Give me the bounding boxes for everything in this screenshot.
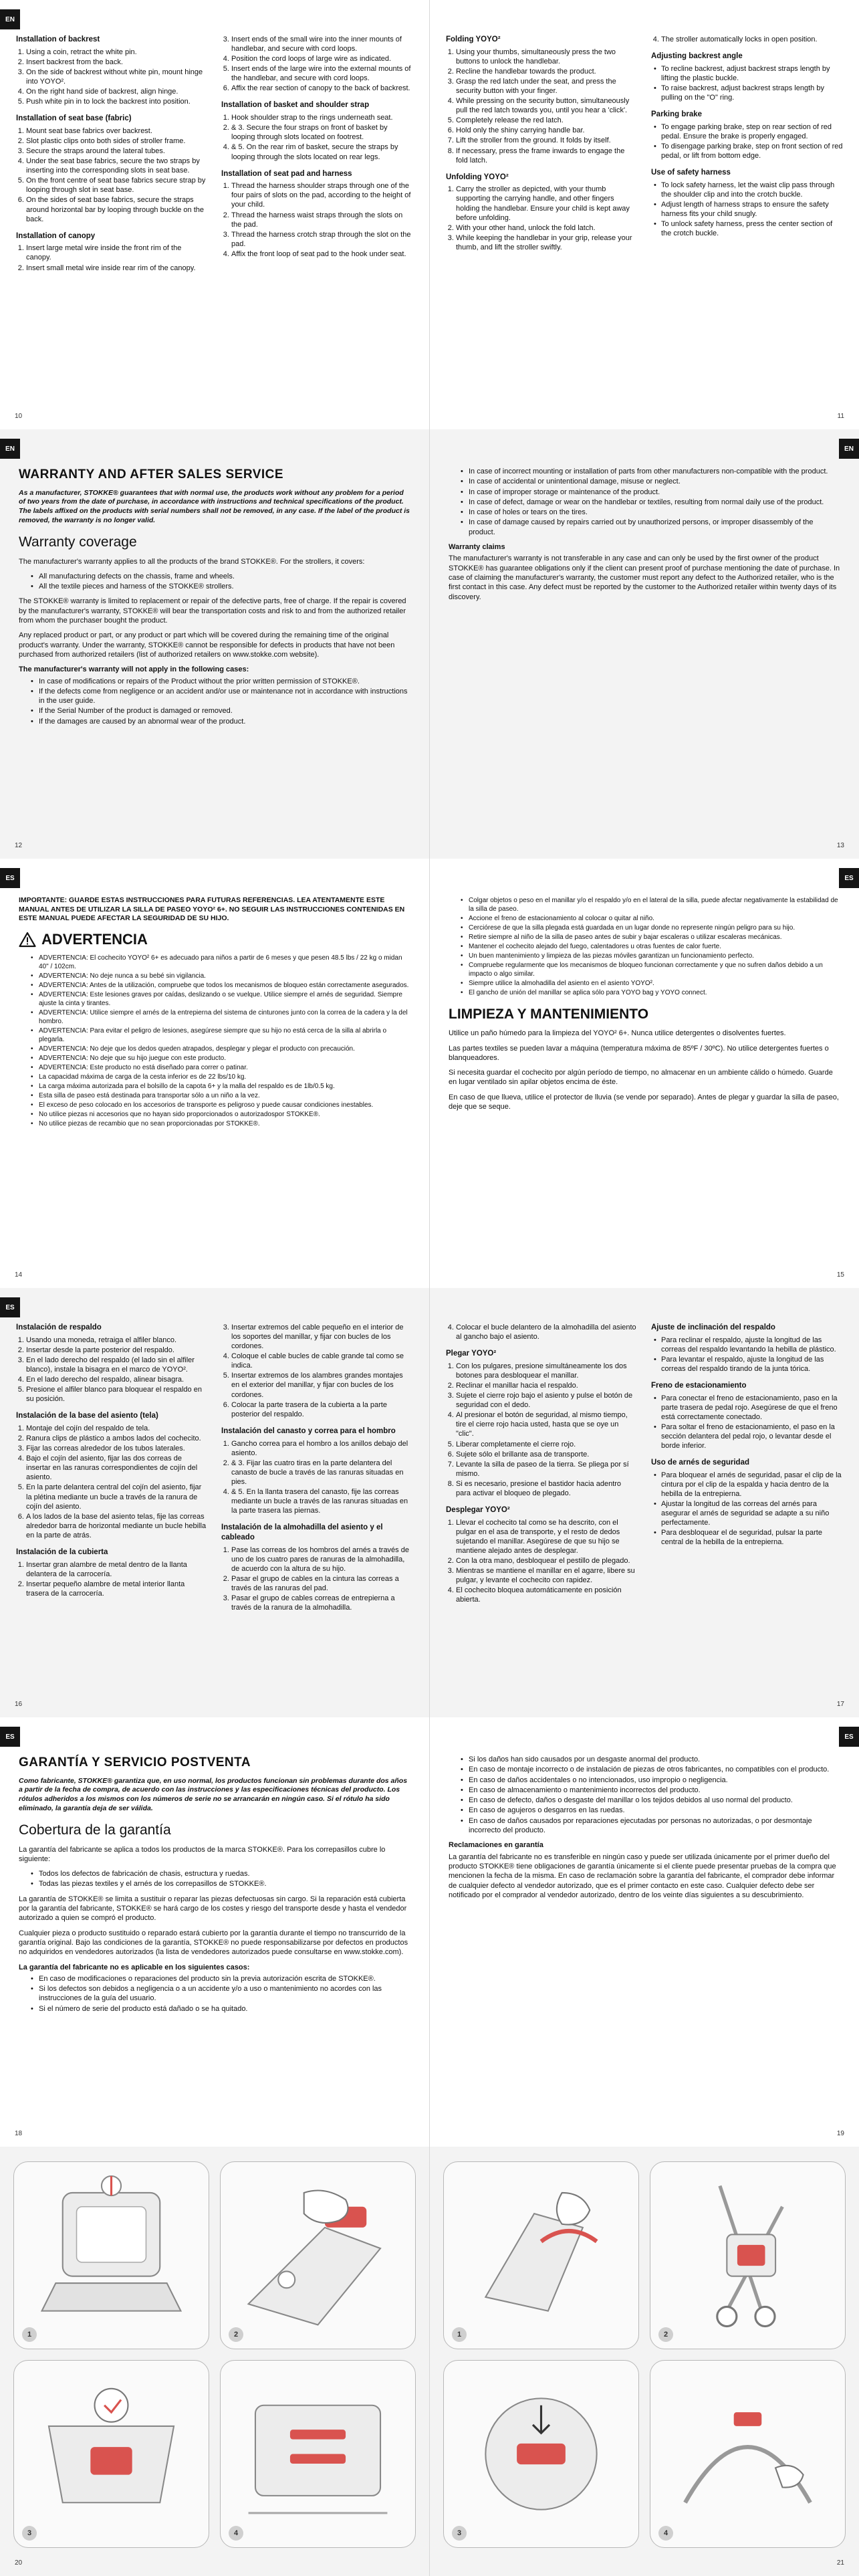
step-item: 4. & 5. On the rear rim of basket, secure the straps by looping through the slots located on rear legs.	[231, 142, 413, 161]
list-item: • El exceso de peso colocado en los accesorios de transporte es peligroso y puede causar condiciones inestables.	[39, 1101, 410, 1109]
step-item: 4. & 5. En la llanta trasera del canasto, fije las correas mediante un bucle a través de las ranuras situadas en la parte trasera las piernas.	[231, 1487, 413, 1515]
step-item: 2. & 3. Secure the four straps on front of basket by looping through slots located on footrest.	[231, 123, 413, 142]
column-1	[446, 35, 638, 403]
warranty-body	[19, 1755, 410, 2019]
step-badge: 2	[229, 2327, 243, 2342]
step-item: 3. Mientras se mantiene el manillar en el agarre, libere su pulgar, y levante el cochecito con rapidez.	[456, 1566, 638, 1585]
list-item: • ADVERTENCIA: Para evitar el peligro de lesiones, asegúrese siempre que su hijo no está cerca de la silla al abrirla o plegarla.	[39, 1027, 410, 1044]
step-item: 8. If necessary, press the frame inwards to engage the fold latch.	[456, 146, 638, 165]
page-20	[0, 2147, 429, 2576]
step-item: 1. Using a coin, retract the white pin.	[26, 47, 208, 57]
page-18	[0, 1717, 429, 2147]
warning-title: ADVERTENCIA	[41, 930, 148, 948]
step-item: 5. Insert ends of the large wire into the external mounts of the handlebar, and secure with cord loops.	[231, 64, 413, 83]
step-item: 5. Presione el alfiler blanco para bloquear el respaldo en su posición.	[26, 1385, 208, 1404]
step-item: 1. Llevar el cochecito tal como se ha descrito, con el pulgar en el asa de transporte, y el resto de dedos sujetando el manillar. Asegúrese de que su hijo se mantiene alejado antes de desplegar.	[456, 1518, 638, 1555]
section-title: Adjusting backrest angle	[651, 52, 743, 61]
spread-18-19	[0, 1717, 859, 2147]
list-item: • In case of holes or tears on the tires.	[469, 508, 840, 517]
list-item: • La capacidad máxima de carga de la cesta inferior es de 22 lbs/10 kg.	[39, 1073, 410, 1081]
spread-16-17	[0, 1288, 859, 1717]
paragraph: Las partes textiles se pueden lavar a máquina (temperatura máxima de 85ºF / 30ºC). No utilice detergentes fuertes o blanqueadores.	[449, 1044, 829, 1062]
illustration-panel	[220, 2161, 416, 2349]
step-list	[221, 113, 413, 161]
warnings-body	[19, 896, 410, 1134]
section-title: Instalación de la cubierta	[16, 1547, 108, 1556]
step-item: 3. En el lado derecho del respaldo (el lado sin el alfiler blanco), instale la bisagra en el marco de YOYO².	[26, 1356, 208, 1374]
warranty-body	[449, 1755, 840, 1905]
page-14	[0, 859, 429, 1288]
column-2	[651, 35, 843, 403]
step-item: 3. Insert ends of the small wire into the inner mounts of handlebar, and secure with cord loops.	[231, 35, 413, 53]
step-item: 5. Completely release the red latch.	[456, 116, 638, 125]
step-item: 2. Insertar desde la parte posterior del respaldo.	[26, 1346, 208, 1355]
step-item: 8. Si es necesario, presione el bastidor hacia adentro para activar el bloqueo de plegado.	[456, 1479, 638, 1498]
list-item: • Para levantar el respaldo, ajuste la longitud de las correas del respaldo tirando de la junta tórica.	[661, 1355, 843, 1374]
list-item: • Para soltar el freno de estacionamiento, el paso en la sección delantera del pedal rojo, o levantar desde el borde inferior.	[661, 1422, 843, 1451]
paragraph: En caso de que llueva, utilice el protector de lluvia (se vende por separado). Antes de plegar y guardar la silla de paseo, deje que se seque.	[449, 1093, 839, 1111]
list-item: • Cerciórese de que la silla plegada está guardada en un lugar donde no represente ningún peligro para su hijo.	[469, 924, 840, 932]
paragraph: The manufacturer's warranty is not transferable in any case and can only be used by the first owner of the product STOKKE® has guarantee obligations only if the client can present proof of purchase mentioning the date of purchase. In case of claiming the manufacturer's warranty, the customer must report any defect to the Authorized retailer, who is the first contact in this case. Any defect must be reported by the customer to the Authorized retailer within twenty days of its discovery.	[449, 554, 840, 601]
list-item: • In case of modifications or repairs of the Product without the prior written permission of STOKKE®.	[39, 677, 410, 686]
section-title: Installation of canopy	[16, 231, 96, 240]
step-list	[16, 1335, 208, 1404]
step-item: 4. El cochecito bloquea automáticamente en posición abierta.	[456, 1586, 638, 1604]
section-title: Instalación de la almohadilla del asiento y el cableado	[221, 1523, 383, 1541]
bullet-list	[19, 1974, 410, 2014]
language-tab: EN	[0, 9, 20, 29]
step-item: 7. Levante la silla de paseo de la tierra. Se pliega por sí mismo.	[456, 1460, 638, 1479]
step-item: 6. Colocar la parte trasera de la cubierta a la parte posterior del respaldo.	[231, 1400, 413, 1419]
language-tab: EN	[839, 439, 859, 459]
bullet-list	[449, 896, 840, 997]
language-tab: ES	[0, 1297, 20, 1317]
step-item: 6. Affix the rear section of canopy to the back of backrest.	[231, 84, 413, 93]
illustration-panel	[13, 2360, 209, 2548]
page-21	[430, 2147, 859, 2576]
column-2	[221, 1323, 413, 1691]
page-number: 13	[836, 842, 844, 849]
step-list	[16, 243, 208, 272]
step-badge: 3	[22, 2526, 37, 2541]
lead-paragraph: IMPORTANTE: GUARDE ESTAS INSTRUCCIONES PARA FUTURAS REFERENCIAS. LEA ATENTAMENTE ESTE MANUAL ANTES DE UTILIZAR LA SILLA DE PASEO YOYO² 6+. NO SEGUIR LAS INSTRUCCIONES CONTENIDAS EN ESTE MANUAL PUEDE AFECTAR LA SEGURIDAD DE SU HIJO.	[19, 896, 405, 923]
language-tab: EN	[0, 439, 20, 459]
step-item: 1. Insert large metal wire inside the front rim of the canopy.	[26, 243, 208, 262]
step-item: 3. Insertar extremos del cable pequeño en el interior de los soportes del manillar, y fijar con bucles de los cordones.	[231, 1323, 413, 1351]
section-heading: Warranty coverage	[19, 534, 137, 550]
step-item: 3. Grasp the red latch under the seat, and press the security button with your finger.	[456, 77, 638, 96]
list-item: • If the defects come from negligence or an accident and/or use or maintenance not in accordance with instructions in the user guide.	[39, 687, 410, 706]
step-item: 4. Coloque el cable bucles de cable grande tal como se indica.	[231, 1352, 413, 1370]
page-10	[0, 0, 429, 429]
page-title: WARRANTY AND AFTER SALES SERVICE	[19, 467, 284, 481]
list-item: • Ajustar la longitud de las correas del arnés para asegurar el arnés de seguridad se adapte a su niño perfectamente.	[661, 1499, 843, 1527]
step-item: 4. While pressing on the security button, simultaneously pull the red latch towards you, until you hear a 'click'.	[456, 96, 638, 115]
step-item: 4. The stroller automatically locks in open position.	[661, 35, 843, 44]
step-item: 2. Thread the harness waist straps through the slots on the pad.	[231, 211, 413, 229]
list-item: • Retire siempre al niño de la silla de paseo antes de subir y bajar escaleras o utilizar escaleras mecánicas.	[469, 933, 840, 942]
list-item: • To unlock safety harness, press the center section of the crotch buckle.	[661, 219, 843, 238]
bullet-list	[651, 122, 843, 160]
page-15	[430, 859, 859, 1288]
list-item: • ADVERTENCIA: Antes de la utilización, compruebe que todos los mecanismos de bloqueo están correctamente asegurados.	[39, 981, 410, 990]
step-item: 3. Pasar el grupo de cables correas de entrepierna a través de la ranura de la almohadilla.	[231, 1594, 413, 1612]
bullet-list	[449, 467, 840, 537]
list-item: • To engage parking brake, step on rear section of red pedal. Ensure the brake is properly engaged.	[661, 122, 843, 141]
step-item: 1. Gancho correa para el hombro a los anillos debajo del asiento.	[231, 1439, 413, 1458]
step-badge: 4	[229, 2526, 243, 2541]
section-title: Installation of backrest	[16, 35, 100, 43]
step-badge: 4	[658, 2526, 673, 2541]
page-11	[430, 0, 859, 429]
list-item: • In case of accidental or unintentional damage, misuse or neglect.	[469, 477, 840, 486]
paragraph: La garantía del fabricante se aplica a todos los productos de la marca STOKKE®. Para los correpasillos cubre lo siguiente:	[19, 1845, 386, 1863]
step-item: 1. Thread the harness shoulder straps through one of the four pairs of slots on the pad, according to the height of your child.	[231, 181, 413, 209]
step-item: 4. Al presionar el botón de seguridad, al mismo tiempo, tire el cierre rojo hacia usted, hasta que se oye un "clic".	[456, 1410, 638, 1438]
list-item: • To disengage parking brake, step on front section of red pedal, or lift from bottom edge.	[661, 142, 843, 160]
page-19	[430, 1717, 859, 2147]
list-item: • Accione el freno de estacionamiento al colocar o quitar al niño.	[469, 914, 840, 923]
step-list	[16, 47, 208, 106]
column-1	[446, 1323, 638, 1691]
warnings-body	[449, 896, 840, 1117]
step-item: 6. Hold only the shiny carrying handle bar.	[456, 126, 638, 135]
list-item: • En caso de modificaciones o reparaciones del producto sin la previa autorización escrita de STOKKE®.	[39, 1974, 410, 1983]
step-item: 1. Pase las correas de los hombros del arnés a través de uno de los cuatro pares de ranuras de la almohadilla, de acuerdo con la altura de su hijo.	[231, 1545, 413, 1574]
illustration-panel	[13, 2161, 209, 2349]
list-item: • Para conectar el freno de estacionamiento, paso en la parte trasera de pedal rojo. Asegúrese de que el freno está correctamente conectado.	[661, 1394, 843, 1422]
list-item: • En caso de defecto, daños o desgaste del manillar o los tejidos debidos al uso normal del producto.	[469, 1796, 840, 1805]
seat-base-illustration	[14, 2361, 209, 2547]
page-number: 20	[15, 2559, 23, 2567]
step-item: 1. Con los pulgares, presione simultáneamente los dos botones para desbloquear el manillar.	[456, 1362, 638, 1380]
stroller-illustration	[650, 2162, 845, 2349]
step-item: 2. Reclinar el manillar hacia el respaldo.	[456, 1381, 638, 1390]
spread-20-21	[0, 2147, 859, 2576]
paragraph: La garantía de STOKKE® se limita a sustituir o reparar las piezas defectuosas sin cargo. Si la reparación está cubierta por la garantía del fabricante, STOKKE® se hará cargo de los costes y riesgo del transporte desde y hasta el vendedor autorizado a quien se compró el producto.	[19, 1895, 407, 1923]
illustration-panel	[443, 2161, 639, 2349]
step-item: 3. Secure the straps around the lateral tubes.	[26, 146, 208, 156]
paragraph: The manufacturer's warranty applies to all the products of the brand STOKKE®. For the strollers, it covers:	[19, 557, 365, 566]
step-list	[16, 1560, 208, 1598]
step-item: 3. Thread the harness crotch strap through the slot on the pad.	[231, 230, 413, 249]
list-item: • Si los defectos son debidos a negligencia o a un accidente y/o a uso o mantenimiento no acordes con las instrucciones de la guía del usuario.	[39, 1984, 410, 2004]
bullet-list	[651, 1394, 843, 1451]
step-item: 6. A los lados de la base del asiento telas, fije las correas alrededor barra de horizontal mediante un bucle hebilla en la parte de atrás.	[26, 1512, 208, 1540]
section-title: Plegar YOYO²	[446, 1350, 497, 1358]
illustration-panel	[443, 2360, 639, 2548]
subheading: The manufacturer's warranty will not apply in the following cases:	[19, 665, 249, 674]
step-item: 1. Montaje del cojín del respaldo de tela.	[26, 1424, 208, 1433]
list-item: • Para desbloquear el de seguridad, pulsar la parte central de la hebilla de la entrepierna.	[661, 1528, 843, 1547]
folding-latch-illustration	[444, 2361, 638, 2547]
paragraph: Utilice un paño húmedo para la limpieza del YOYO² 6+. Nunca utilice detergentes o disolventes fuertes.	[449, 1029, 786, 1038]
list-item: • To recline backrest, adjust backrest straps length by lifting the plastic buckle.	[661, 64, 843, 83]
list-item: • All manufacturing defects on the chassis, frame and wheels.	[39, 572, 410, 581]
step-list	[446, 1518, 638, 1605]
step-item: 7. Lift the stroller from the ground. It folds by itself.	[456, 136, 638, 145]
step-item: 3. Sujete el cierre rojo bajo el asiento y pulse el botón de seguridad con el dedo.	[456, 1391, 638, 1410]
list-item: • ADVERTENCIA: Este producto no está diseñado para correr o patinar.	[39, 1063, 410, 1072]
language-tab: ES	[0, 1727, 20, 1747]
list-item: • In case of incorrect mounting or installation of parts from other manufacturers non-compatible with the product.	[469, 467, 840, 476]
illustration-panel	[650, 2161, 846, 2349]
list-item: • Para bloquear el arnés de seguridad, pasar el clip de la cintura por el clip de la espalda y hacia dentro de la hebilla de la entrepierna.	[661, 1471, 843, 1499]
strap-slot-illustration	[221, 2361, 415, 2547]
strap-hand-illustration	[444, 2162, 638, 2349]
bullet-list	[19, 954, 410, 1128]
list-item: • Adjust length of harness straps to ensure the safety harness fits your child snugly.	[661, 200, 843, 219]
page-number: 14	[15, 1271, 23, 1279]
handlebar-illustration	[650, 2361, 845, 2547]
section-title: Use of safety harness	[651, 169, 731, 177]
step-list	[221, 1545, 413, 1613]
step-list	[221, 1439, 413, 1516]
bullet-list	[19, 1869, 410, 1889]
list-item: • Todas las piezas textiles y el arnés de los correpasillos de STOKKE®.	[39, 1879, 410, 1889]
bullet-list	[651, 181, 843, 238]
list-item: • ADVERTENCIA: Este lesiones graves por caídas, deslizando o se vuelque. Utilice siempre el arnés de seguridad. Siempre ajuste la cinta y tirantes.	[39, 990, 410, 1008]
list-item: • En caso de daños accidentales o no intencionados, uso impropio o negligencia.	[469, 1776, 840, 1785]
list-item: • Todos los defectos de fabricación de chasis, estructura y ruedas.	[39, 1869, 410, 1879]
warranty-body	[449, 467, 840, 607]
list-item: • La carga máxima autorizada para el bolsillo de la capota 6+ y la malla del respaldo es de 1lb/0.5 kg.	[39, 1082, 410, 1091]
language-tab: ES	[839, 868, 859, 888]
step-item: 2. Insertar pequeño alambre de metal interior llanta trasera de la carrocería.	[26, 1580, 208, 1598]
list-item: • ADVERTENCIA: No deje que su hijo juegue con este producto.	[39, 1054, 410, 1063]
section-title: Uso de arnés de seguridad	[651, 1459, 749, 1467]
list-item: • El gancho de unión del manillar se aplica sólo para YOYO bag y YOYO connect.	[469, 988, 840, 997]
step-item: 2. Ranura clips de plástico a ambos lados del cochecito.	[26, 1434, 208, 1443]
step-item: 1. Usando una moneda, retraiga el alfiler blanco.	[26, 1335, 208, 1345]
list-item: • En caso de daños causados por reparaciones ejecutadas por personas no autorizadas, o por desmontaje incorrecto del producto.	[469, 1816, 840, 1836]
step-item: 1. Mount seat base fabrics over backrest.	[26, 126, 208, 136]
list-item: • Un buen mantenimiento y limpieza de las piezas móviles garantizan un funcionamiento perfecto.	[469, 952, 840, 960]
step-list	[16, 1424, 208, 1540]
page-number: 12	[15, 842, 23, 849]
language-tab: ES	[0, 868, 20, 888]
step-item: 4. On the right hand side of backrest, align hinge.	[26, 87, 208, 96]
step-list	[446, 1323, 638, 1341]
paragraph: Cualquier pieza o producto sustituido o reparado estará cubierto por la garantía durante el tiempo no transcurrido de la garantía original. Bajo las condiciones de la garantía, STOKKE® no puede responsabilizarse por defectos en productos no adquiridos en vendedores autorizados (la lista de vendedores autorizados puede consultarse en www.stokke.com).	[19, 1929, 408, 1957]
illustration-panel	[650, 2360, 846, 2548]
paragraph: Si necesita guardar el cochecito por algún período de tiempo, no almacenar en un ambiente cálido o húmedo. Guarde en lugar ventilado sin apilar objetos encima de éste.	[449, 1069, 833, 1087]
step-badge: 1	[452, 2327, 467, 2342]
step-item: 4. Under the seat base fabrics, secure the two straps by inserting into the corresponding slots in seat base.	[26, 156, 208, 175]
illustration-grid	[13, 2161, 416, 2548]
subheading: Warranty claims	[449, 543, 505, 552]
step-list	[221, 181, 413, 259]
bullet-list	[651, 64, 843, 102]
step-item: 5. Push white pin in to lock the backrest into position.	[26, 97, 208, 106]
step-item: 2. Recline the handlebar towards the product.	[456, 67, 638, 76]
warranty-body	[19, 467, 410, 732]
section-title: Desplegar YOYO²	[446, 1505, 510, 1514]
section-title: Unfolding YOYO²	[446, 173, 509, 181]
step-item: 2. With your other hand, unlock the fold latch.	[456, 223, 638, 233]
section-title: Installation of basket and shoulder strap	[221, 101, 370, 110]
bullet-list	[19, 572, 410, 592]
backrest-assembly-illustration	[14, 2162, 209, 2349]
bullet-list	[449, 1755, 840, 1835]
step-badge: 1	[22, 2327, 37, 2342]
language-tab: ES	[839, 1727, 859, 1747]
list-item: • If the damages are caused by an abnormal wear of the product.	[39, 717, 410, 726]
list-item: • If the Serial Number of the product is damaged or removed.	[39, 706, 410, 716]
warning-heading	[19, 930, 410, 950]
page-number: 17	[836, 1701, 844, 1708]
step-list	[651, 35, 843, 44]
section-title: Ajuste de inclinación del respaldo	[651, 1323, 775, 1331]
column-2	[221, 35, 413, 403]
list-item: • En caso de agujeros o desgarros en las ruedas.	[469, 1806, 840, 1815]
hand-hinge-illustration	[221, 2162, 415, 2349]
page-number: 11	[837, 413, 844, 420]
step-item: 4. Colocar el bucle delantero de la almohadilla del asiento al gancho bajo el asiento.	[456, 1323, 638, 1341]
step-item: 3. On the side of backrest without white pin, mount hinge into YOYO².	[26, 68, 208, 86]
page-number: 16	[15, 1701, 23, 1708]
section-title: Freno de estacionamiento	[651, 1382, 747, 1390]
list-item: • Esta silla de paseo está destinada para transportar sólo a un niño a la vez.	[39, 1091, 410, 1100]
step-list	[446, 47, 638, 165]
step-item: 4. Position the cord loops of large wire as indicated.	[231, 54, 413, 64]
bullet-list	[651, 1335, 843, 1374]
list-item: • En caso de almacenamiento o mantenimiento incorrectos del producto.	[469, 1786, 840, 1795]
step-item: 1. Insertar gran alambre de metal dentro de la llanta delantera de la carrocería.	[26, 1560, 208, 1579]
page-number: 18	[15, 2130, 23, 2137]
list-item: • In case of defect, damage or wear on the handlebar or textiles, resulting from normal daily use of the product.	[469, 498, 840, 507]
step-item: 2. Pasar el grupo de cables en la cintura las correas a través de las ranuras del pad.	[231, 1574, 413, 1593]
step-item: 4. En el lado derecho del respaldo, alinear bisagra.	[26, 1375, 208, 1384]
section-heading: Cobertura de la garantía	[19, 1822, 171, 1838]
step-list	[221, 1323, 413, 1419]
step-list	[446, 1362, 638, 1498]
list-item: • ADVERTENCIA: No deje nunca a su bebé sin vigilancia.	[39, 972, 410, 980]
step-badge: 3	[452, 2526, 467, 2541]
list-item: • Para reclinar el respaldo, ajuste la longitud de las correas del respaldo levantando la hebilla de plástico.	[661, 1335, 843, 1354]
step-item: 1. Hook shoulder strap to the rings underneath seat.	[231, 113, 413, 122]
page-number: 19	[836, 2130, 844, 2137]
step-item: 6. On the sides of seat base fabrics, secure the straps around horizontal bar by looping through buckle on the back.	[26, 195, 208, 223]
lead-paragraph: As a manufacturer, STOKKE® guarantees that with normal use, the products work without any problem for a period of two years from the date of purchase, in accordance with instructions and technical specifications of the product. The labels affixed on the products with serial numbers shall not be removed, in any case. If the label of the product is removed, the warranty is no longer valid.	[19, 488, 410, 524]
step-list	[446, 185, 638, 252]
page-12	[0, 429, 429, 859]
column-1	[16, 35, 208, 403]
step-list	[16, 126, 208, 224]
lead-paragraph: Como fabricante, STOKKE® garantiza que, en uso normal, los productos funcionan sin problemas durante dos años a partir de la fecha de compra, de acuerdo con las instrucciones y las especificaciones técnicas del producto. Los rótulos adheridos a los mismos con los números de serie no se arrancarán en ningún caso. Si el rótulo ha sido eliminado, la garantía deja de ser válida.	[19, 1776, 408, 1812]
page-number: 10	[15, 413, 23, 420]
bullet-list	[651, 1471, 843, 1547]
list-item: • All the textile pieces and harness of the STOKKE® strollers.	[39, 582, 410, 591]
column-2	[651, 1323, 843, 1691]
spread-14-15	[0, 859, 859, 1288]
paragraph: Any replaced product or part, or any product or part which will be covered during the remaining time of the original product's warranty. Under the warranty, STOKKE® cannot be responsible for defects in products that have not been purchased from authorized retailers (list of authorized retailers on www.stokke.com website).	[19, 631, 395, 659]
step-item: 2. Insert backrest from the back.	[26, 58, 208, 67]
section-title: Installation of seat base (fabric)	[16, 114, 132, 123]
list-item: • ADVERTENCIA: No deje que los dedos queden atrapados, desplegar y plegar el producto con precaución.	[39, 1045, 410, 1053]
page-title: GARANTÍA Y SERVICIO POSTVENTA	[19, 1755, 251, 1769]
spread-10-11	[0, 0, 859, 429]
list-item: • Mantener el cochecito alejado del fuego, calentadores u otras fuentes de calor fuerte.	[469, 942, 840, 951]
paragraph: The STOKKE® warranty is limited to replacement or repair of the defective parts, free of charge. If the repair is covered by the manufacturer's warranty, STOKKE® will bear the transportation costs and risk to and from the authorized retailer from whom the purchaser bought the product.	[19, 597, 406, 625]
section-title: Folding YOYO²	[446, 35, 501, 43]
step-item: 3. While keeping the handlebar in your grip, release your thumb, and lift the stroller swiftly.	[456, 233, 638, 252]
step-item: 5. En la parte delantera central del cojín del asiento, fijar la plétina mediante un bucle a través de la ranura de cojín del asiento.	[26, 1483, 208, 1511]
bullet-list	[19, 677, 410, 726]
list-item: • In case of improper storage or maintenance of the product.	[469, 488, 840, 497]
section-title: Instalación del canasto y correa para el hombro	[221, 1426, 396, 1435]
list-item: • To raise backrest, adjust backrest straps length by pulling on the "O" ring.	[661, 84, 843, 102]
step-item: 5. On the front centre of seat base fabrics secure strap by looping through slot in seat base.	[26, 176, 208, 195]
page-13	[430, 429, 859, 859]
illustration-panel	[220, 2360, 416, 2548]
step-item: 1. Carry the stroller as depicted, with your thumb supporting the carrying handle, and other fingers holding the handlebar. Ensure your child is kept away before unfolding.	[456, 185, 638, 222]
list-item: • No utilice piezas de recambio que no sean proporcionadas por STOKKE®.	[39, 1119, 410, 1128]
list-item: • To lock safety harness, let the waist clip pass through the shoulder clip and into the crotch buckle.	[661, 181, 843, 199]
spread-12-13	[0, 429, 859, 859]
section-title: Parking brake	[651, 110, 703, 119]
page-number: 15	[836, 1271, 844, 1279]
step-item: 2. Insert small metal wire inside rear rim of the canopy.	[26, 263, 208, 273]
step-item: 4. Bajo el cojín del asiento, fijar las dos correas de insertar en las ranuras correspondientes de cojín del asiento.	[26, 1454, 208, 1482]
step-item: 2. Con la otra mano, desbloquear el pestillo de plegado.	[456, 1556, 638, 1566]
section-title: Instalación de respaldo	[16, 1323, 102, 1331]
column-1	[16, 1323, 208, 1691]
step-badge: 2	[658, 2327, 673, 2342]
subheading: La garantía del fabricante no es aplicable en los siguientes casos:	[19, 1963, 250, 1971]
step-item: 2. & 3. Fijar las cuatro tiras en la parte delantera del canasto de bucle a través de las ranuras situadas en pies.	[231, 1459, 413, 1487]
list-item: • Siempre utilice la almohadilla del asiento en el asiento YOYO².	[469, 979, 840, 988]
warning-triangle-icon	[19, 932, 36, 948]
step-list	[221, 35, 413, 93]
paragraph: La garantía del fabricante no es transferible en ningún caso y puede ser utilizada únicamente por el primer dueño del producto STOKKE® tiene obligaciones de garantía únicamente si el cliente puede presentar pruebas de la compra que mencionen la fecha de la misma. En caso de reclamación sobre la garantía del fabricante, el comprador debe informar de cualquier defecto al vendedor autorizado, que es el primer contacto en este caso. Cualquier defecto debe ser notificado por el comprador al vendedor autorizado, dentro de los veinte días siguientes a su descubrimiento.	[449, 1852, 836, 1899]
page-17	[430, 1288, 859, 1717]
section-heading: LIMPIEZA Y MANTENIMIENTO	[449, 1006, 649, 1022]
list-item: • En caso de montaje incorrecto o de instalación de piezas de otros fabricantes, no compatibles con el producto.	[469, 1765, 840, 1774]
page-16	[0, 1288, 429, 1717]
list-item: • No utilice piezas ni accesorios que no hayan sido proporcionados o autorizadospor STOKKE®.	[39, 1110, 410, 1119]
list-item: • ADVERTENCIA: El cochecito YOYO² 6+ es adecuado para niños a partir de 6 meses y que pesen 48.5 lbs / 22 kg o midan 40" / 102cm.	[39, 954, 410, 971]
list-item: • ADVERTENCIA: Utilice siempre el arnés de la entrepierna del sistema de cinturones junto con la correa de la cadera y la del hombro.	[39, 1008, 410, 1026]
illustration-grid	[443, 2161, 846, 2548]
subheading: Reclamaciones en garantía	[449, 1841, 543, 1850]
step-item: 5. Insertar extremos de los alambres grandes montajes en el exterior del manillar, y fijar con bucles de los cordones.	[231, 1371, 413, 1399]
step-item: 6. Sujete sólo el brillante asa de transporte.	[456, 1450, 638, 1459]
step-item: 5. Liberar completamente el cierre rojo.	[456, 1440, 638, 1449]
list-item: • Si el número de serie del producto está dañado o se ha quitado.	[39, 2004, 410, 2014]
list-item: • In case of damage caused by repairs carried out by unauthorized persons, or improper disassembly of the product.	[469, 518, 840, 537]
step-item: 1. Using your thumbs, simultaneously press the two buttons to unlock the handlebar.	[456, 47, 638, 66]
list-item: • Colgar objetos o peso en el manillar y/o el respaldo y/o en el lateral de la silla, puede afectar negativamente la estabilidad de la silla de paseo.	[469, 896, 840, 914]
step-item: 3. Fijar las correas alrededor de los tubos laterales.	[26, 1444, 208, 1453]
list-item: • Compruebe regularmente que los mecanismos de bloqueo funcionan correctamente y que no sufren daños debido a un impacto o algo similar.	[469, 961, 840, 978]
step-item: 4. Affix the front loop of seat pad to the hook under seat.	[231, 249, 413, 259]
section-title: Installation of seat pad and harness	[221, 169, 352, 178]
section-title: Instalación de la base del asiento (tela)	[16, 1412, 158, 1420]
page-number: 21	[836, 2559, 844, 2567]
step-item: 2. Slot plastic clips onto both sides of stroller frame.	[26, 136, 208, 146]
list-item: • Si los daños han sido causados por un desgaste anormal del producto.	[469, 1755, 840, 1764]
